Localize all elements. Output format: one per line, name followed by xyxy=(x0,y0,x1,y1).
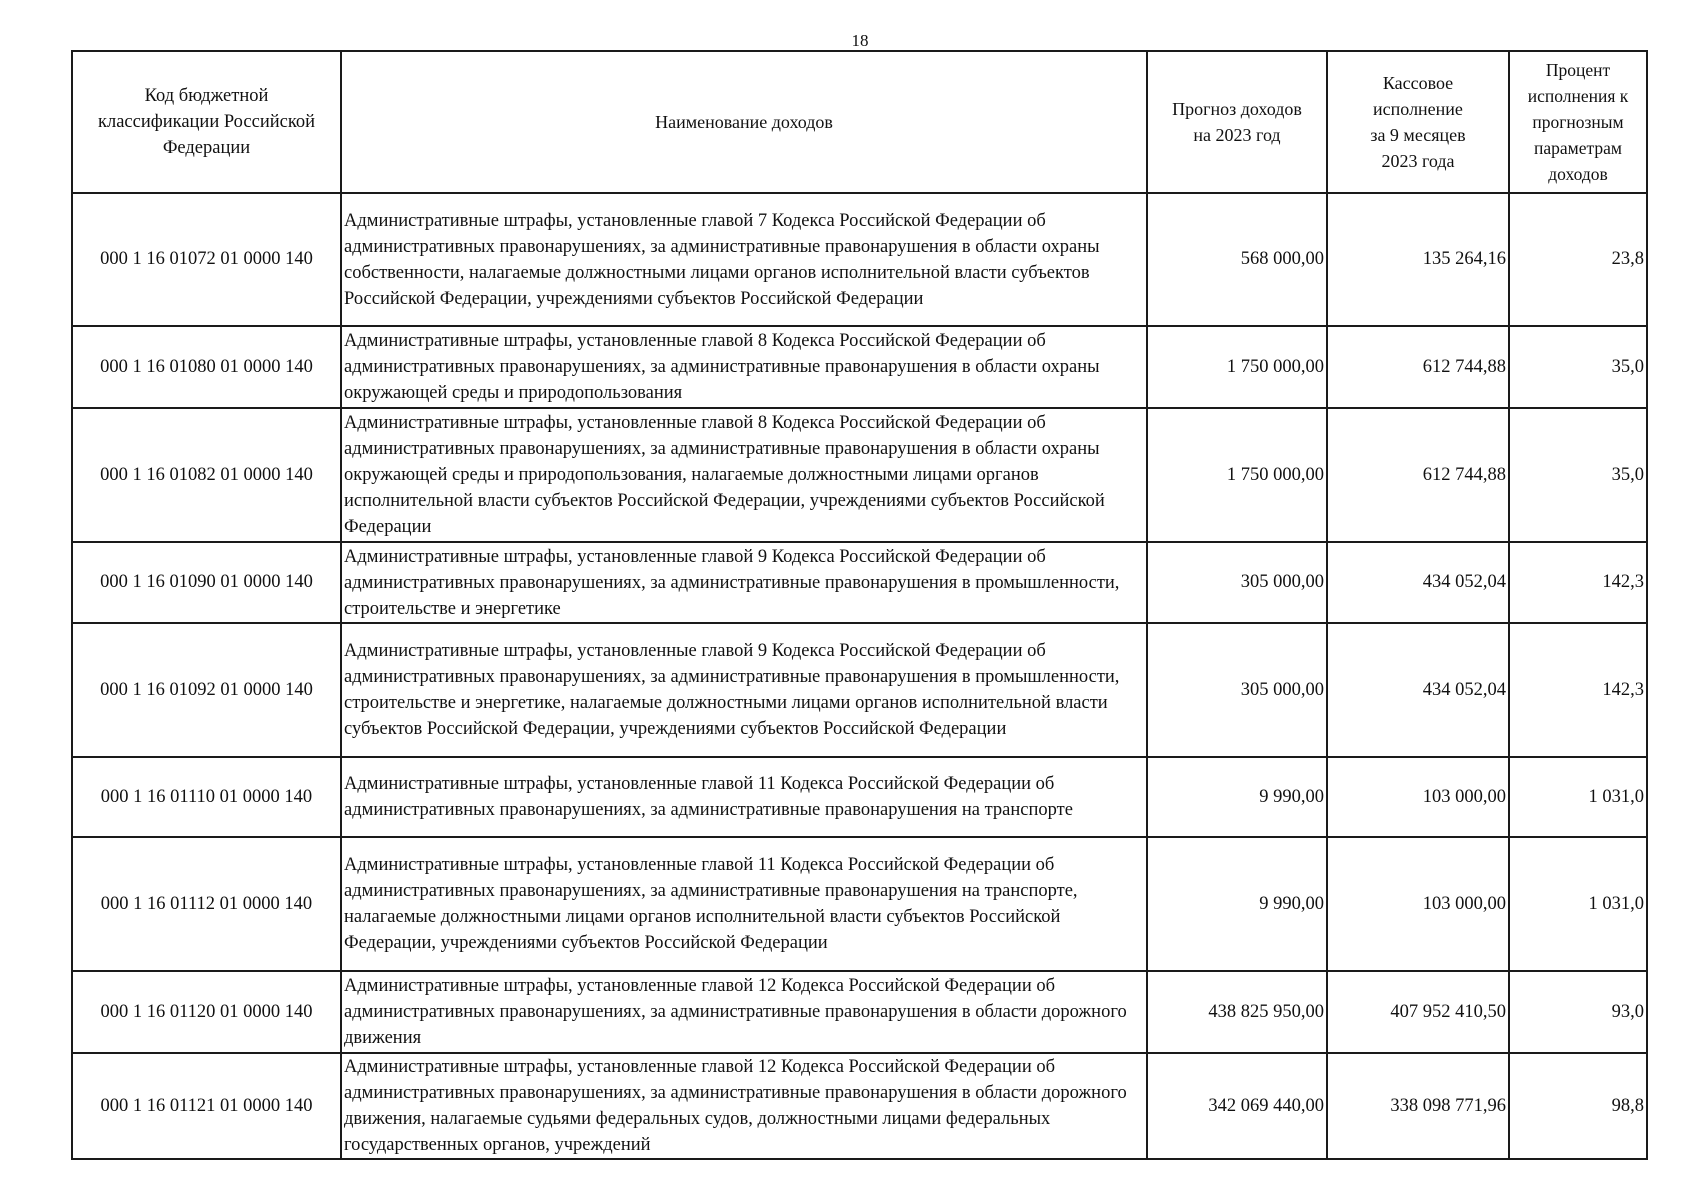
cash-execution-cell: 103 000,00 xyxy=(1327,837,1509,971)
budget-code-cell: 000 1 16 01120 01 0000 140 xyxy=(72,971,341,1053)
table-row xyxy=(72,971,1647,1053)
execution-percent-cell: 142,3 xyxy=(1509,623,1647,757)
cash-execution-cell: 135 264,16 xyxy=(1327,193,1509,326)
forecast-cell: 9 990,00 xyxy=(1147,837,1327,971)
execution-percent-cell: 142,3 xyxy=(1509,542,1647,623)
table-row xyxy=(72,1053,1647,1159)
table-row xyxy=(72,193,1647,326)
forecast-cell: 9 990,00 xyxy=(1147,757,1327,837)
cash-execution-cell: 612 744,88 xyxy=(1327,408,1509,542)
revenue-name-cell: Административные штрафы, установленные главой 8 Кодекса Российской Федерации об административных правонарушениях, за административные правонарушения в области охраны окружающей среды и природопользования xyxy=(341,326,1147,408)
budget-code-cell: 000 1 16 01121 01 0000 140 xyxy=(72,1053,341,1159)
table-row xyxy=(72,408,1647,542)
revenue-name-cell: Административные штрафы, установленные главой 12 Кодекса Российской Федерации об административных правонарушениях, за административные правонарушения в области дорожного движения xyxy=(341,971,1147,1053)
budget-code-cell: 000 1 16 01110 01 0000 140 xyxy=(72,757,341,837)
cash-execution-cell: 338 098 771,96 xyxy=(1327,1053,1509,1159)
budget-code-cell: 000 1 16 01092 01 0000 140 xyxy=(72,623,341,757)
execution-percent-cell: 93,0 xyxy=(1509,971,1647,1053)
revenue-name-cell: Административные штрафы, установленные главой 8 Кодекса Российской Федерации об административных правонарушениях, за административные правонарушения в области охраны окружающей среды и природопользования, налагаемые должностными лицами органов исполнительной власти субъектов Российской Федерации, учреждениями субъектов Российской Федерации xyxy=(341,408,1147,542)
table-header-row xyxy=(72,51,1647,193)
cash-execution-cell: 612 744,88 xyxy=(1327,326,1509,408)
revenue-name-cell: Административные штрафы, установленные главой 9 Кодекса Российской Федерации об административных правонарушениях, за административные правонарушения в промышленности, строительстве и энергетике, налагаемые должностными лицами органов исполнительной власти субъектов Российской Федерации, учреждениями субъектов Российской Федерации xyxy=(341,623,1147,757)
budget-code-cell: 000 1 16 01082 01 0000 140 xyxy=(72,408,341,542)
execution-percent-cell: 1 031,0 xyxy=(1509,837,1647,971)
cash-execution-cell: 434 052,04 xyxy=(1327,623,1509,757)
table-row xyxy=(72,837,1647,971)
table-row xyxy=(72,623,1647,757)
header-forecast: Прогноз доходов на 2023 год xyxy=(1147,51,1327,193)
execution-percent-cell: 35,0 xyxy=(1509,408,1647,542)
budget-code-cell: 000 1 16 01090 01 0000 140 xyxy=(72,542,341,623)
header-cash-execution: Кассовое исполнение за 9 месяцев 2023 года xyxy=(1327,51,1509,193)
execution-percent-cell: 98,8 xyxy=(1509,1053,1647,1159)
forecast-cell: 438 825 950,00 xyxy=(1147,971,1327,1053)
revenue-name-cell: Административные штрафы, установленные главой 9 Кодекса Российской Федерации об административных правонарушениях, за административные правонарушения в промышленности, строительстве и энергетике xyxy=(341,542,1147,623)
revenue-name-cell: Административные штрафы, установленные главой 11 Кодекса Российской Федерации об административных правонарушениях, за административные правонарушения на транспорте, налагаемые должностными лицами органов исполнительной власти субъектов Российской Федерации, учреждениями субъектов Российской Федерации xyxy=(341,837,1147,971)
cash-execution-cell: 103 000,00 xyxy=(1327,757,1509,837)
revenue-table xyxy=(71,50,1648,1160)
revenue-name-cell: Административные штрафы, установленные главой 7 Кодекса Российской Федерации об административных правонарушениях, за административные правонарушения в области охраны собственности, налагаемые должностными лицами органов исполнительной власти субъектов Российской Федерации, учреждениями субъектов Российской Федерации xyxy=(341,193,1147,326)
revenue-name-cell: Административные штрафы, установленные главой 12 Кодекса Российской Федерации об административных правонарушениях, за административные правонарушения в области дорожного движения, налагаемые судьями федеральных судов, должностными лицами федеральных государственных органов, учреждений xyxy=(341,1053,1147,1159)
budget-code-cell: 000 1 16 01072 01 0000 140 xyxy=(72,193,341,326)
forecast-cell: 305 000,00 xyxy=(1147,542,1327,623)
budget-code-cell: 000 1 16 01112 01 0000 140 xyxy=(72,837,341,971)
forecast-cell: 305 000,00 xyxy=(1147,623,1327,757)
forecast-cell: 1 750 000,00 xyxy=(1147,326,1327,408)
header-revenue-name: Наименование доходов xyxy=(341,51,1147,193)
forecast-cell: 342 069 440,00 xyxy=(1147,1053,1327,1159)
table-row xyxy=(72,757,1647,837)
cash-execution-cell: 407 952 410,50 xyxy=(1327,971,1509,1053)
header-budget-code: Код бюджетной классификации Российской Федерации xyxy=(72,51,341,193)
execution-percent-cell: 23,8 xyxy=(1509,193,1647,326)
table-row xyxy=(72,326,1647,408)
execution-percent-cell: 35,0 xyxy=(1509,326,1647,408)
table-row xyxy=(72,542,1647,623)
page-number: 18 xyxy=(851,31,869,50)
header-execution-percent: Процент исполнения к прогнозным параметрам доходов xyxy=(1509,51,1647,193)
budget-code-cell: 000 1 16 01080 01 0000 140 xyxy=(72,326,341,408)
forecast-cell: 1 750 000,00 xyxy=(1147,408,1327,542)
revenue-name-cell: Административные штрафы, установленные главой 11 Кодекса Российской Федерации об административных правонарушениях, за административные правонарушения на транспорте xyxy=(341,757,1147,837)
execution-percent-cell: 1 031,0 xyxy=(1509,757,1647,837)
cash-execution-cell: 434 052,04 xyxy=(1327,542,1509,623)
forecast-cell: 568 000,00 xyxy=(1147,193,1327,326)
